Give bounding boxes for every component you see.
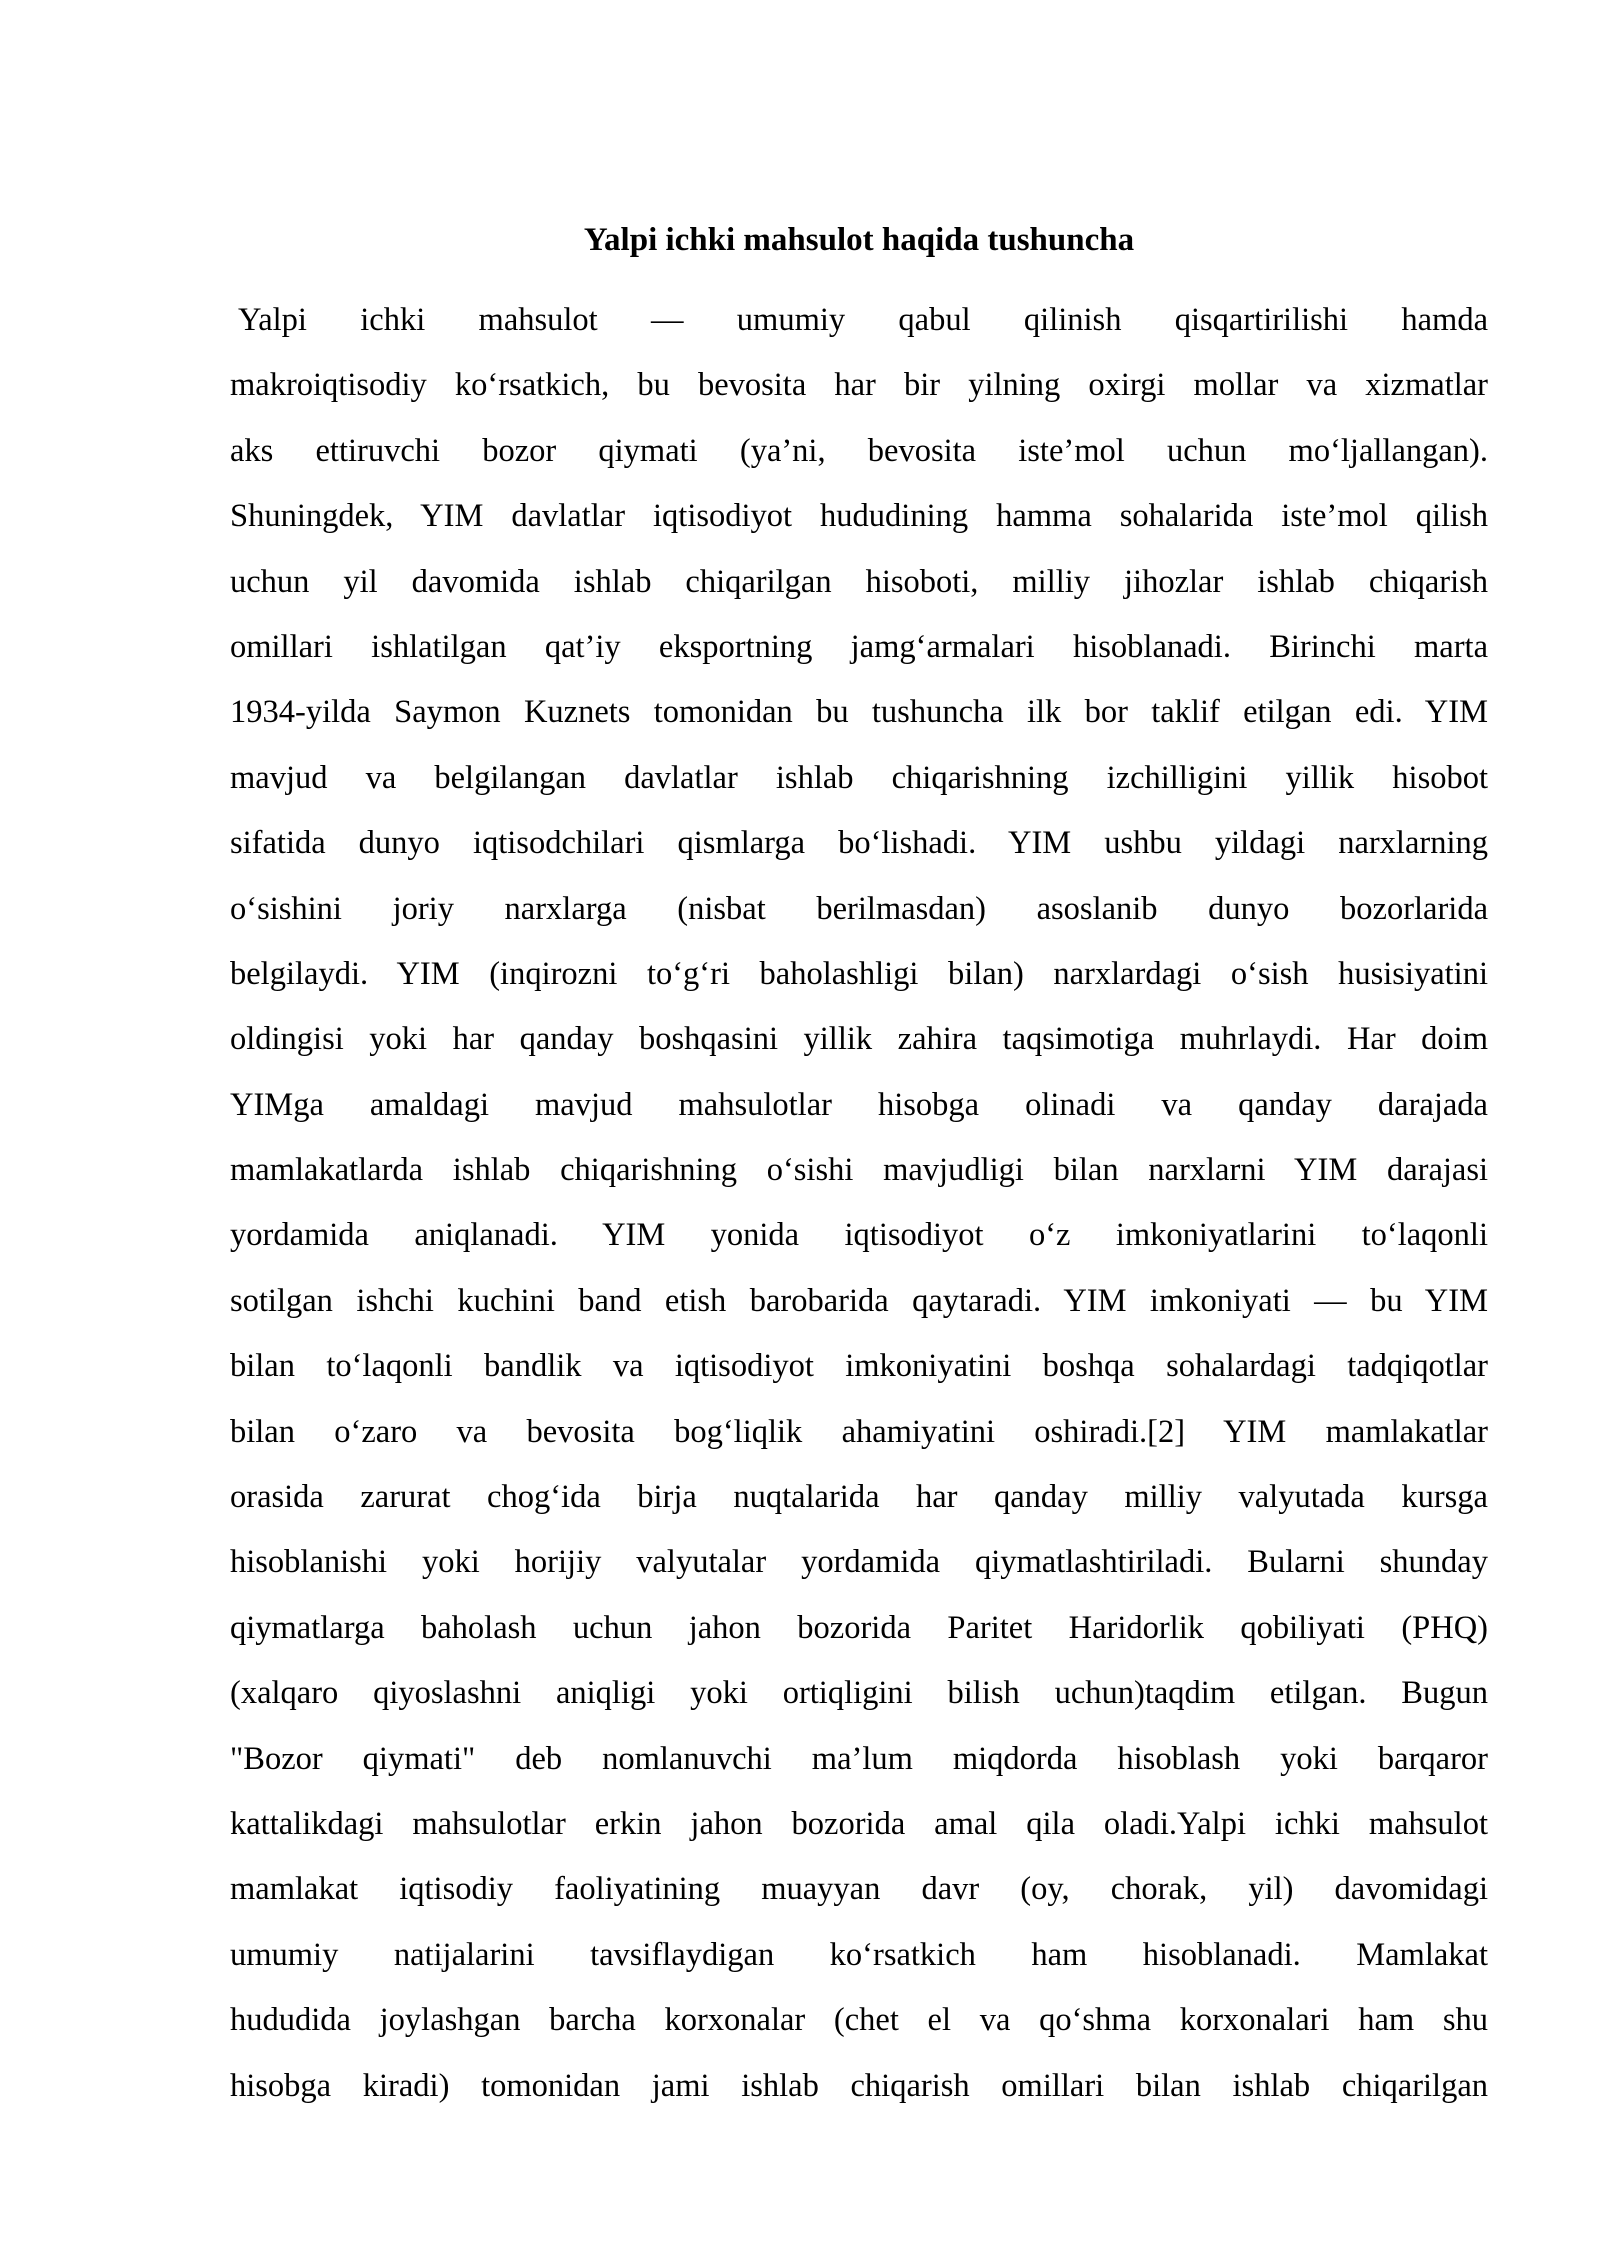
text-line: bilan to‘laqonli bandlik va iqtisodiyot imkoniyatini boshqa sohalardagi tadqiqotlar: [230, 1348, 1488, 1385]
text-line: kattalikdagi mahsulotlar erkin jahon bozorida amal qila oladi.Yalpi ichki mahsulot: [230, 1805, 1488, 1842]
text-line: 1934-yilda Saymon Kuznets tomonidan bu tushuncha ilk bor taklif etilgan edi. YIM: [230, 694, 1488, 731]
text-line: hisoblanishi yoki horijiy valyutalar yordamida qiymatlashtiriladi. Bularni shunday: [230, 1544, 1488, 1581]
text-line: orasida zarurat chog‘ida birja nuqtalarida har qanday milliy valyutada kursga: [230, 1479, 1488, 1516]
text-line: Shuningdek, YIM davlatlar iqtisodiyot hududining hamma sohalarida iste’mol qilish: [230, 498, 1488, 535]
text-line: hududida joylashgan barcha korxonalar (chet el va qo‘shma korxonalari ham shu: [230, 2002, 1488, 2039]
text-line: (xalqaro qiyoslashni aniqligi yoki ortiqligini bilish uchun)taqdim etilgan. Bugun: [230, 1675, 1488, 1712]
text-line: o‘sishini joriy narxlarga (nisbat berilmasdan) asoslanib dunyo bozorlarida: [230, 890, 1488, 927]
text-line: aks ettiruvchi bozor qiymati (ya’ni, bevosita iste’mol uchun mo‘ljallangan).: [230, 432, 1488, 469]
text-line: mavjud va belgilangan davlatlar ishlab chiqarishning izchilligini yillik hisobot: [230, 759, 1488, 796]
text-line: mamlakat iqtisodiy faoliyatining muayyan davr (oy, chorak, yil) davomidagi: [230, 1871, 1488, 1908]
text-line: sifatida dunyo iqtisodchilari qismlarga bo‘lishadi. YIM ushbu yildagi narxlarning: [230, 825, 1488, 862]
text-line: bilan o‘zaro va bevosita bog‘liqlik ahamiyatini oshiradi.[2] YIM mamlakatlar: [230, 1413, 1488, 1450]
text-line: qiymatlarga baholash uchun jahon bozorida Paritet Haridorlik qobiliyati (PHQ): [230, 1609, 1488, 1646]
text-line: omillari ishlatilgan qat’iy eksportning jamg‘armalari hisoblanadi. Birinchi marta: [230, 628, 1488, 665]
text-line: uchun yil davomida ishlab chiqarilgan hisoboti, milliy jihozlar ishlab chiqarish: [230, 563, 1488, 600]
document-title: Yalpi ichki mahsulot haqida tushuncha: [583, 222, 1135, 258]
text-line: oldingisi yoki har qanday boshqasini yillik zahira taqsimotiga muhrlaydi. Har doim: [230, 1021, 1488, 1058]
text-line: sotilgan ishchi kuchini band etish barobarida qaytaradi. YIM imkoniyati — bu YIM: [230, 1282, 1488, 1319]
text-line: makroiqtisodiy ko‘rsatkich, bu bevosita har bir yilning oxirgi mollar va xizmatlar: [230, 367, 1488, 404]
text-line: Yalpi ichki mahsulot — umumiy qabul qilinish qisqartirilishi hamda: [238, 302, 1488, 338]
text-line: hisobga kiradi) tomonidan jami ishlab chiqarish omillari bilan ishlab chiqarilgan: [230, 2067, 1488, 2104]
text-line: mamlakatlarda ishlab chiqarishning o‘sishi mavjudligi bilan narxlarni YIM darajasi: [230, 1152, 1488, 1189]
text-line: YIMga amaldagi mavjud mahsulotlar hisobga olinadi va qanday darajada: [230, 1086, 1488, 1123]
text-line: umumiy natijalarini tavsiflaydigan ko‘rsatkich ham hisoblanadi. Mamlakat: [230, 1936, 1488, 1973]
text-line: "Bozor qiymati" deb nomlanuvchi ma’lum miqdorda hisoblash yoki barqaror: [230, 1740, 1488, 1777]
text-line: belgilaydi. YIM (inqirozni to‘g‘ri baholashligi bilan) narxlardagi o‘sish husisiyatini: [230, 955, 1488, 992]
text-line: yordamida aniqlanadi. YIM yonida iqtisodiyot o‘z imkoniyatlarini to‘laqonli: [230, 1217, 1488, 1254]
